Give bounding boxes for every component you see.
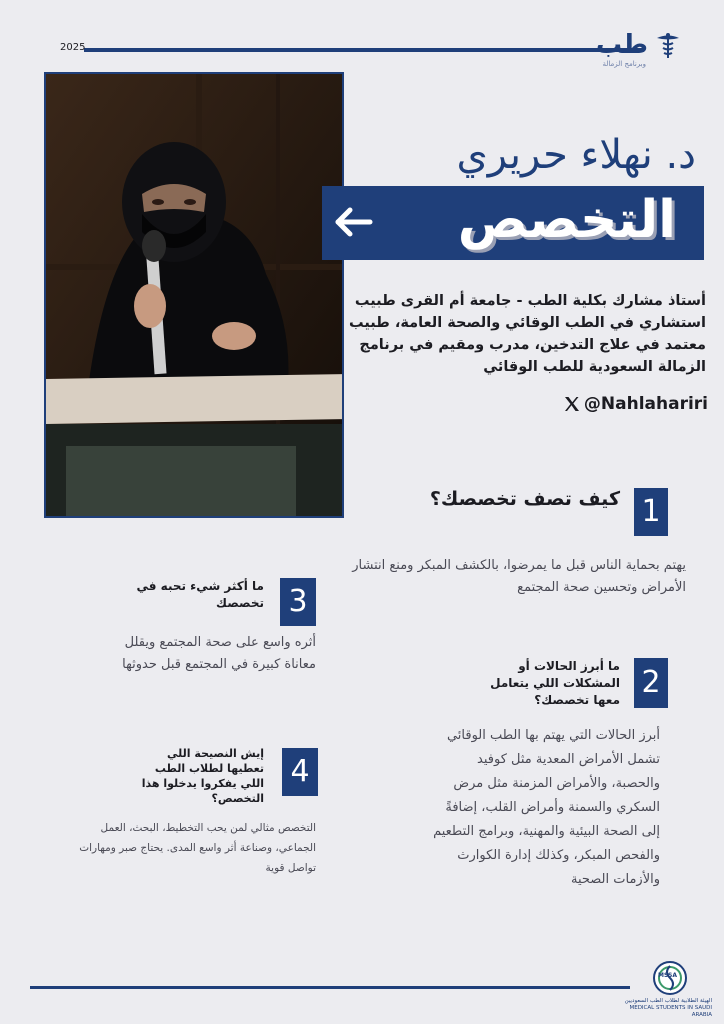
doctor-name: د. نهلاء حريري (456, 132, 696, 178)
specialty-banner (322, 186, 704, 260)
logo-subtitle: وبرنامج الزمالة (602, 60, 646, 68)
footer-org-ar: الهيئة الطلابية لطلاب الطب السعوديين (624, 998, 712, 1004)
doctor-photo (44, 72, 344, 518)
caduceus-icon (654, 32, 682, 60)
speaker-illustration (46, 74, 344, 518)
footer-divider (30, 986, 630, 989)
logo-word: طب (595, 30, 648, 60)
mssa-badge: MSSA (658, 972, 677, 979)
section-number-2: 2 (634, 658, 668, 708)
specialty-title: التخصص (457, 190, 676, 250)
brand-logo (590, 30, 690, 68)
arrow-left-icon (330, 198, 378, 246)
section-answer-2: أبرز الحالات التي يهتم بها الطب الوقائي تشمل الأمراض المعدية مثل كوفيد والحصبة، والأمراض المزمنة مثل مرض السكري والسمنة وأمراض القلب، إضافةً إلى الصحة البيئية والمهنية، وبرامج التطعيم والفحص المبكر، وكذلك إدارة الكوارث والأزمات الصحية (433, 728, 660, 887)
section-question-2: ما أبرز الحالات أو المشكلات اللي يتعامل معها تخصصك؟ (490, 659, 620, 707)
section-question-1: كيف تصف تخصصك؟ (429, 488, 620, 510)
section-question-3: ما أكثر شيء تحبه في تخصصك (136, 579, 264, 610)
section-number-4: 4 (282, 748, 318, 796)
section-number-3: 3 (280, 578, 316, 626)
section-number-1: 1 (634, 488, 668, 536)
header-divider (84, 48, 644, 52)
year-label: 2025 (60, 42, 86, 53)
footer-org-name (622, 998, 712, 1019)
section-answer-4: التخصص مثالي لمن يحب التخطيط، البحث، العمل الجماعي، وصناعة أثر واسع المدى. يحتاج صبر ومهارات تواصل قوية (79, 822, 316, 874)
footer-org-en: MEDICAL STUDENTS IN SAUDI ARABIA (629, 1005, 712, 1018)
twitter-handle[interactable] (564, 394, 708, 414)
x-logo-icon (564, 396, 580, 412)
handle-text: @Nahlahariri (583, 394, 708, 414)
section-answer-3: أثره واسع على صحة المجتمع ويقلل معاناة كبيرة في المجتمع قبل حدوثها (122, 635, 316, 672)
section-question-4: إيش النصيحة اللي تعطيها لطلاب الطب اللي يفكروا يدخلوا هذا التخصص؟ (141, 747, 264, 805)
doctor-bio: أستاذ مشارك بكلية الطب - جامعة أم القرى طبيب استشاري في الطب الوقائي والصحة العامة، طبيب معتمد في علاج التدخين، مدرب ومقيم في برنامج الزمالة السعودية للطب الوقائي (348, 293, 706, 375)
section-answer-1: يهتم بحماية الناس قبل ما يمرضوا، بالكشف المبكر ومنع انتشار الأمراض وتحسين صحة المجتمع (352, 558, 686, 595)
